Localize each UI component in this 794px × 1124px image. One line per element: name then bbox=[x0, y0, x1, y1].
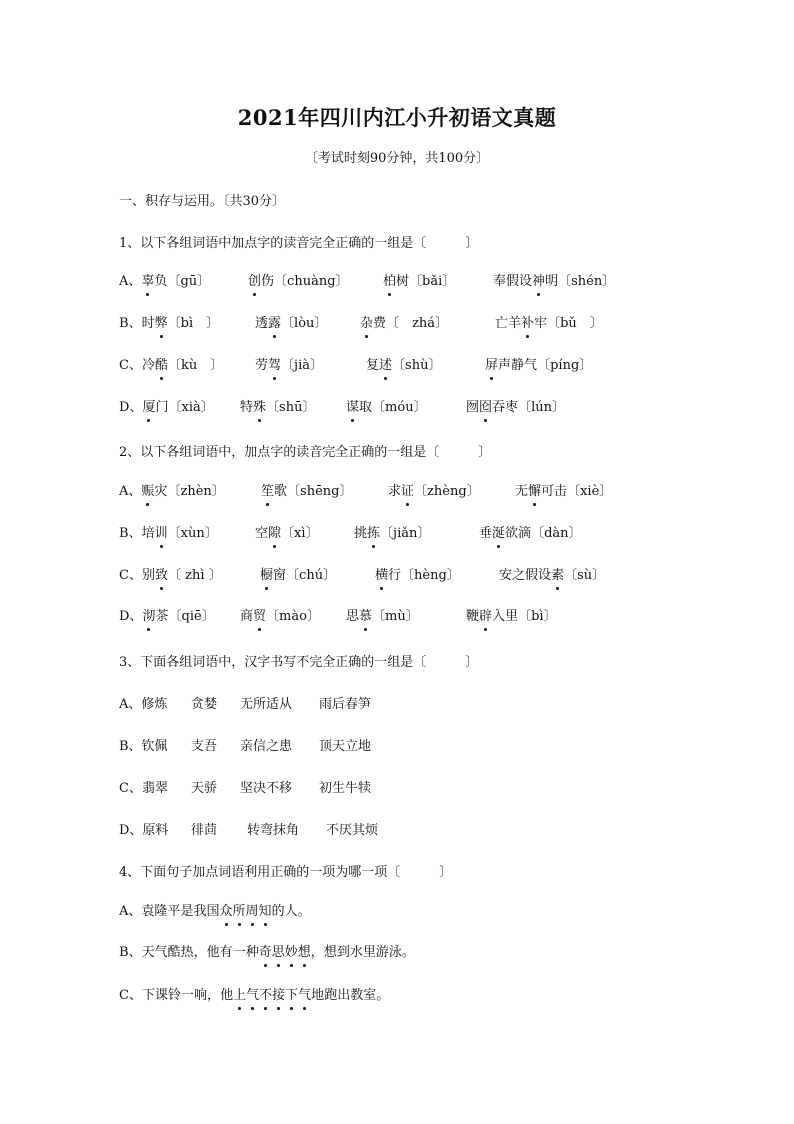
emphasis-dot-char: 下 bbox=[285, 986, 298, 1006]
emphasis-dot-char: 不 bbox=[259, 986, 272, 1006]
option-d-term-2: 特殊〔shū〕 bbox=[240, 398, 315, 418]
emphasis-dot-char: 涎 bbox=[492, 524, 505, 544]
option-c-term-4: 屏声静气〔píng〕 bbox=[485, 356, 592, 376]
option-a-term-1: A、修炼 bbox=[119, 697, 168, 712]
question-4-stem: 4、下面句子加点词语利用正确的一项为哪一项〔 〕 bbox=[119, 865, 453, 880]
option-b-term-3: 杂费〔 zhá〕 bbox=[360, 314, 448, 334]
option-b-term-4: 顶天立地 bbox=[319, 739, 372, 754]
emphasis-dot-char: 接 bbox=[272, 986, 285, 1006]
emphasis-dot-char: 周 bbox=[246, 902, 259, 922]
emphasis-dot-char: 弊 bbox=[155, 314, 168, 334]
option-d-term-2: 商贸〔mào〕 bbox=[240, 607, 320, 627]
emphasis-dot-char: 众 bbox=[220, 902, 233, 922]
option-d-term-4: 囫囵吞枣〔lún〕 bbox=[466, 398, 565, 418]
emphasis-dot-char: 补 bbox=[521, 314, 534, 334]
emphasis-dot-char: 奇 bbox=[259, 943, 272, 963]
option-a-term-4: 无懈可击〔xiè〕 bbox=[515, 482, 612, 502]
emphasis-dot-char: 拣 bbox=[367, 524, 380, 544]
option-c-term-2: 天骄 bbox=[191, 781, 218, 796]
emphasis-dot-char: 神 bbox=[532, 272, 545, 292]
emphasis-dot-char: 气 bbox=[246, 986, 259, 1006]
option-d-term-1: D、原料 bbox=[119, 823, 169, 838]
emphasis-dot-char: 所 bbox=[233, 902, 246, 922]
section-heading: 一、积存与运用。〔共30分〕 bbox=[119, 194, 286, 209]
emphasis-dot-char: 慕 bbox=[359, 607, 372, 627]
emphasis-dot-char: 辟 bbox=[479, 607, 492, 627]
option-d-term-1: D、沏茶〔qiē〕 bbox=[119, 607, 215, 627]
option-d-term-2: 徘茴 bbox=[191, 823, 218, 838]
emphasis-dot-char: 杂 bbox=[360, 314, 373, 334]
option-d-term-3: 转弯抹角 bbox=[247, 823, 300, 838]
emphasis-dot-char: 囵 bbox=[479, 398, 492, 418]
option-a-term-4: 雨后春笋 bbox=[319, 697, 372, 712]
question-4-option-a: A、袁隆平是我国众所周知的人。 bbox=[119, 902, 311, 922]
option-d-term-3: 思慕〔mù〕 bbox=[346, 607, 419, 627]
question-2-stem: 2、以下各组词语中，加点字的读音完全正确的一组是〔 〕 bbox=[119, 445, 492, 460]
option-d-term-3: 谋取〔móu〕 bbox=[346, 398, 427, 418]
option-c-term-1: C、翡翠 bbox=[119, 781, 168, 796]
option-d-term-1: D、厦门〔xià〕 bbox=[119, 398, 214, 418]
option-a-term-3: 柏树〔bǎi〕 bbox=[383, 272, 455, 292]
page-title: 2021年四川内江小升初语文真题 bbox=[237, 105, 557, 130]
emphasis-dot-char: 贸 bbox=[253, 607, 266, 627]
emphasis-dot-char: 知 bbox=[259, 902, 272, 922]
emphasis-dot-char: 驾 bbox=[268, 356, 281, 376]
option-c-term-4: 初生牛犊 bbox=[319, 781, 372, 796]
emphasis-dot-char: 酷 bbox=[155, 356, 168, 376]
option-c-term-1: C、冷酷〔kù 〕 bbox=[119, 356, 223, 376]
emphasis-dot-char: 沏 bbox=[142, 607, 155, 627]
exam-info: 〔考试时刻90分钟，共100分〕 bbox=[304, 151, 490, 166]
emphasis-dot-char: 素 bbox=[551, 566, 564, 586]
option-b-term-3: 亲信之患 bbox=[240, 739, 293, 754]
option-b-term-2: 透露〔lòu〕 bbox=[255, 314, 327, 334]
option-b-term-1: B、时弊〔bì 〕 bbox=[119, 314, 219, 334]
option-a-term-3: 求证〔zhèng〕 bbox=[388, 482, 480, 502]
option-d-term-4: 鞭辟入里〔bì〕 bbox=[466, 607, 557, 627]
option-d-term-4: 不厌其烦 bbox=[326, 823, 379, 838]
option-b-term-3: 挑拣〔jiǎn〕 bbox=[354, 524, 430, 544]
emphasis-dot-char: 想 bbox=[298, 943, 311, 963]
option-b-term-4: 垂涎欲滴〔dàn〕 bbox=[479, 524, 582, 544]
emphasis-dot-char: 横 bbox=[375, 566, 388, 586]
emphasis-dot-char: 创 bbox=[248, 272, 261, 292]
question-3-stem: 3、下面各组词语中，汉字书写不完全正确的一组是〔 〕 bbox=[119, 655, 479, 670]
emphasis-dot-char: 懈 bbox=[528, 482, 541, 502]
option-a-term-2: 创伤〔chuàng〕 bbox=[248, 272, 349, 292]
question-4-option-b: B、天气酷热，他有一种奇思妙想，想到水里游泳。 bbox=[119, 943, 415, 963]
emphasis-dot-char: 妙 bbox=[285, 943, 298, 963]
option-b-term-4: 亡羊补牢〔bǔ 〕 bbox=[495, 314, 603, 334]
option-a-term-1: A、辜负〔gū〕 bbox=[119, 272, 210, 292]
option-b-term-2: 支吾 bbox=[191, 739, 218, 754]
question-1-stem: 1、以下各组词语中加点字的读音完全正确的一组是〔 〕 bbox=[119, 236, 479, 251]
emphasis-dot-char: 露 bbox=[268, 314, 281, 334]
option-c-term-4: 安之假设素〔sù〕 bbox=[499, 566, 605, 586]
emphasis-dot-char: 气 bbox=[298, 986, 311, 1006]
emphasis-dot-char: 上 bbox=[233, 986, 246, 1006]
emphasis-dot-char: 训 bbox=[155, 524, 168, 544]
emphasis-dot-char: 厦 bbox=[142, 398, 155, 418]
emphasis-dot-char: 辜 bbox=[141, 272, 154, 292]
option-c-term-3: 复述〔shù〕 bbox=[366, 356, 441, 376]
option-a-term-1: A、赈灾〔zhèn〕 bbox=[119, 482, 225, 502]
emphasis-dot-char: 思 bbox=[272, 943, 285, 963]
option-a-term-4: 奉假设神明〔shén〕 bbox=[493, 272, 615, 292]
emphasis-dot-char: 笙 bbox=[261, 482, 274, 502]
option-c-term-3: 横行〔hèng〕 bbox=[375, 566, 460, 586]
option-a-term-3: 无所适从 bbox=[240, 697, 293, 712]
emphasis-dot-char: 屏 bbox=[485, 356, 498, 376]
option-a-term-2: 贪婪 bbox=[191, 697, 218, 712]
emphasis-dot-char: 证 bbox=[401, 482, 414, 502]
option-b-term-2: 空隙〔xì〕 bbox=[255, 524, 319, 544]
option-c-term-3: 坚决不移 bbox=[240, 781, 293, 796]
emphasis-dot-char: 隙 bbox=[268, 524, 281, 544]
option-b-term-1: B、钦佩 bbox=[119, 739, 168, 754]
emphasis-dot-char: 致 bbox=[155, 566, 168, 586]
option-c-term-2: 橱窗〔chú〕 bbox=[260, 566, 336, 586]
emphasis-dot-char: 谋 bbox=[346, 398, 359, 418]
emphasis-dot-char: 赈 bbox=[141, 482, 154, 502]
option-c-term-1: C、别致〔 zhì 〕 bbox=[119, 566, 222, 586]
option-c-term-2: 劳驾〔jià〕 bbox=[255, 356, 323, 376]
emphasis-dot-char: 述 bbox=[379, 356, 392, 376]
emphasis-dot-char: 柏 bbox=[383, 272, 396, 292]
option-b-term-1: B、培训〔xùn〕 bbox=[119, 524, 218, 544]
emphasis-dot-char: 橱 bbox=[260, 566, 273, 586]
question-4-option-c: C、下课铃一响，他上气不接下气地跑出教室。 bbox=[119, 986, 389, 1006]
emphasis-dot-char: 殊 bbox=[253, 398, 266, 418]
option-a-term-2: 笙歌〔shēng〕 bbox=[261, 482, 353, 502]
